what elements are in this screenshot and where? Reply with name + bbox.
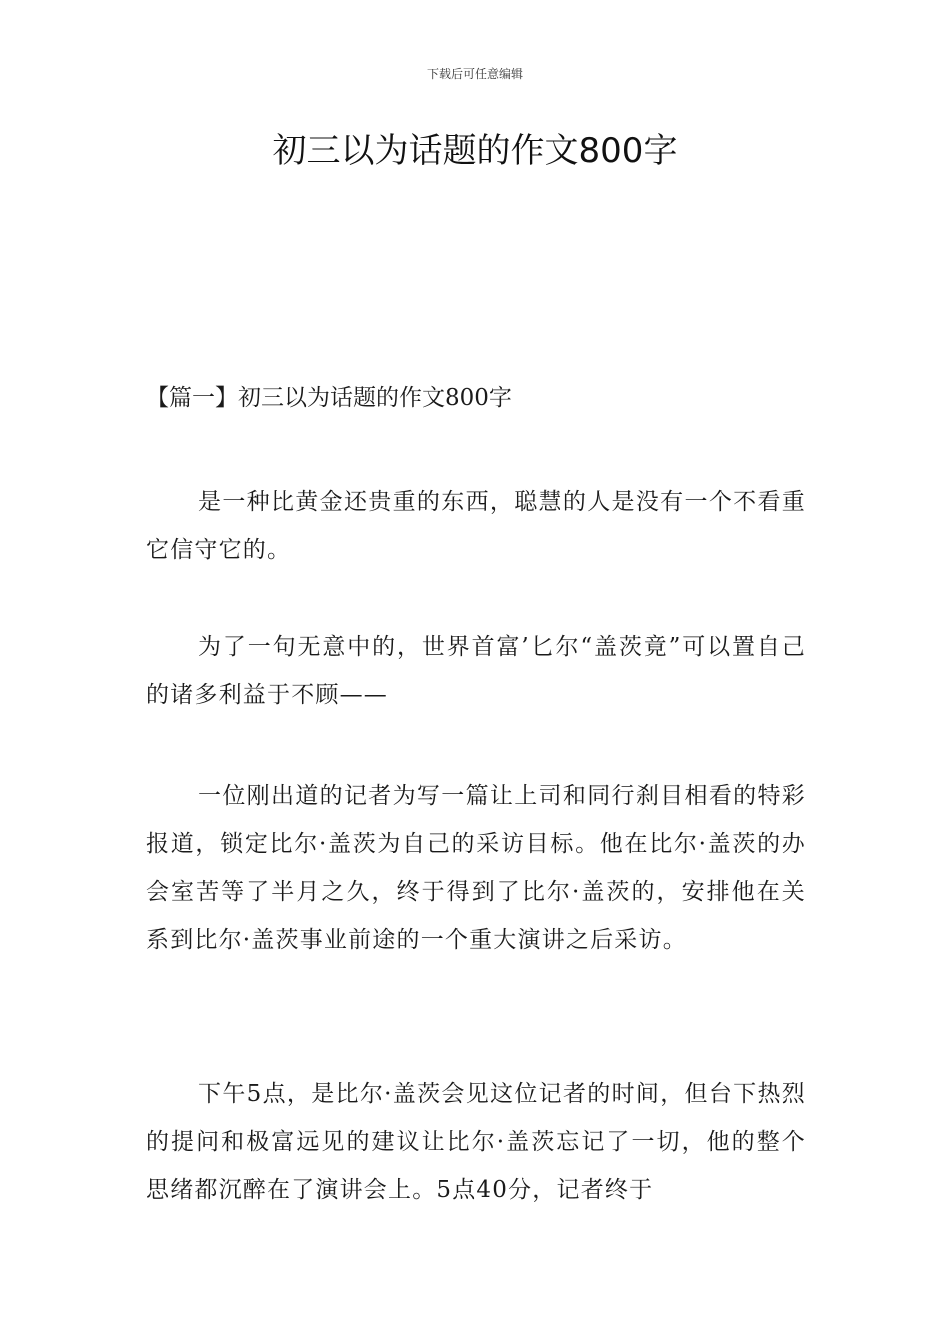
- header-note: 下载后可任意编辑: [426, 67, 523, 81]
- document-title: 初三以为话题的作文800字: [272, 131, 678, 171]
- paragraph: 是一种比黄金还贵重的东西，聪慧的人是没有一个不看重它信守它的。: [146, 489, 806, 563]
- paragraph: 一位刚出道的记者为写一篇让上司和同行刹目相看的特彩报道，锁定比尔·盖茨为自己的采访目标。他在比尔·盖茨的办会室苦等了半月之久，终于得到了比尔·盖茨的，安排他在关系到比尔·盖茨事业前途的一个重大演讲之后采访。: [146, 783, 806, 953]
- paragraph: 为了一句无意中的，世界首富’匕尔“盖茨竟”可以置自己的诸多利益于不顾——: [146, 634, 806, 708]
- paragraph: 下午5点，是比尔·盖茨会见这位记者的时间，但台下热烈的提问和极富远见的建议让比尔·盖茨忘记了一切，他的整个思绪都沉醉在了演讲会上。5点40分，记者终于: [146, 1081, 806, 1203]
- section-heading: 【篇一】初三以为话题的作文800字: [146, 385, 512, 411]
